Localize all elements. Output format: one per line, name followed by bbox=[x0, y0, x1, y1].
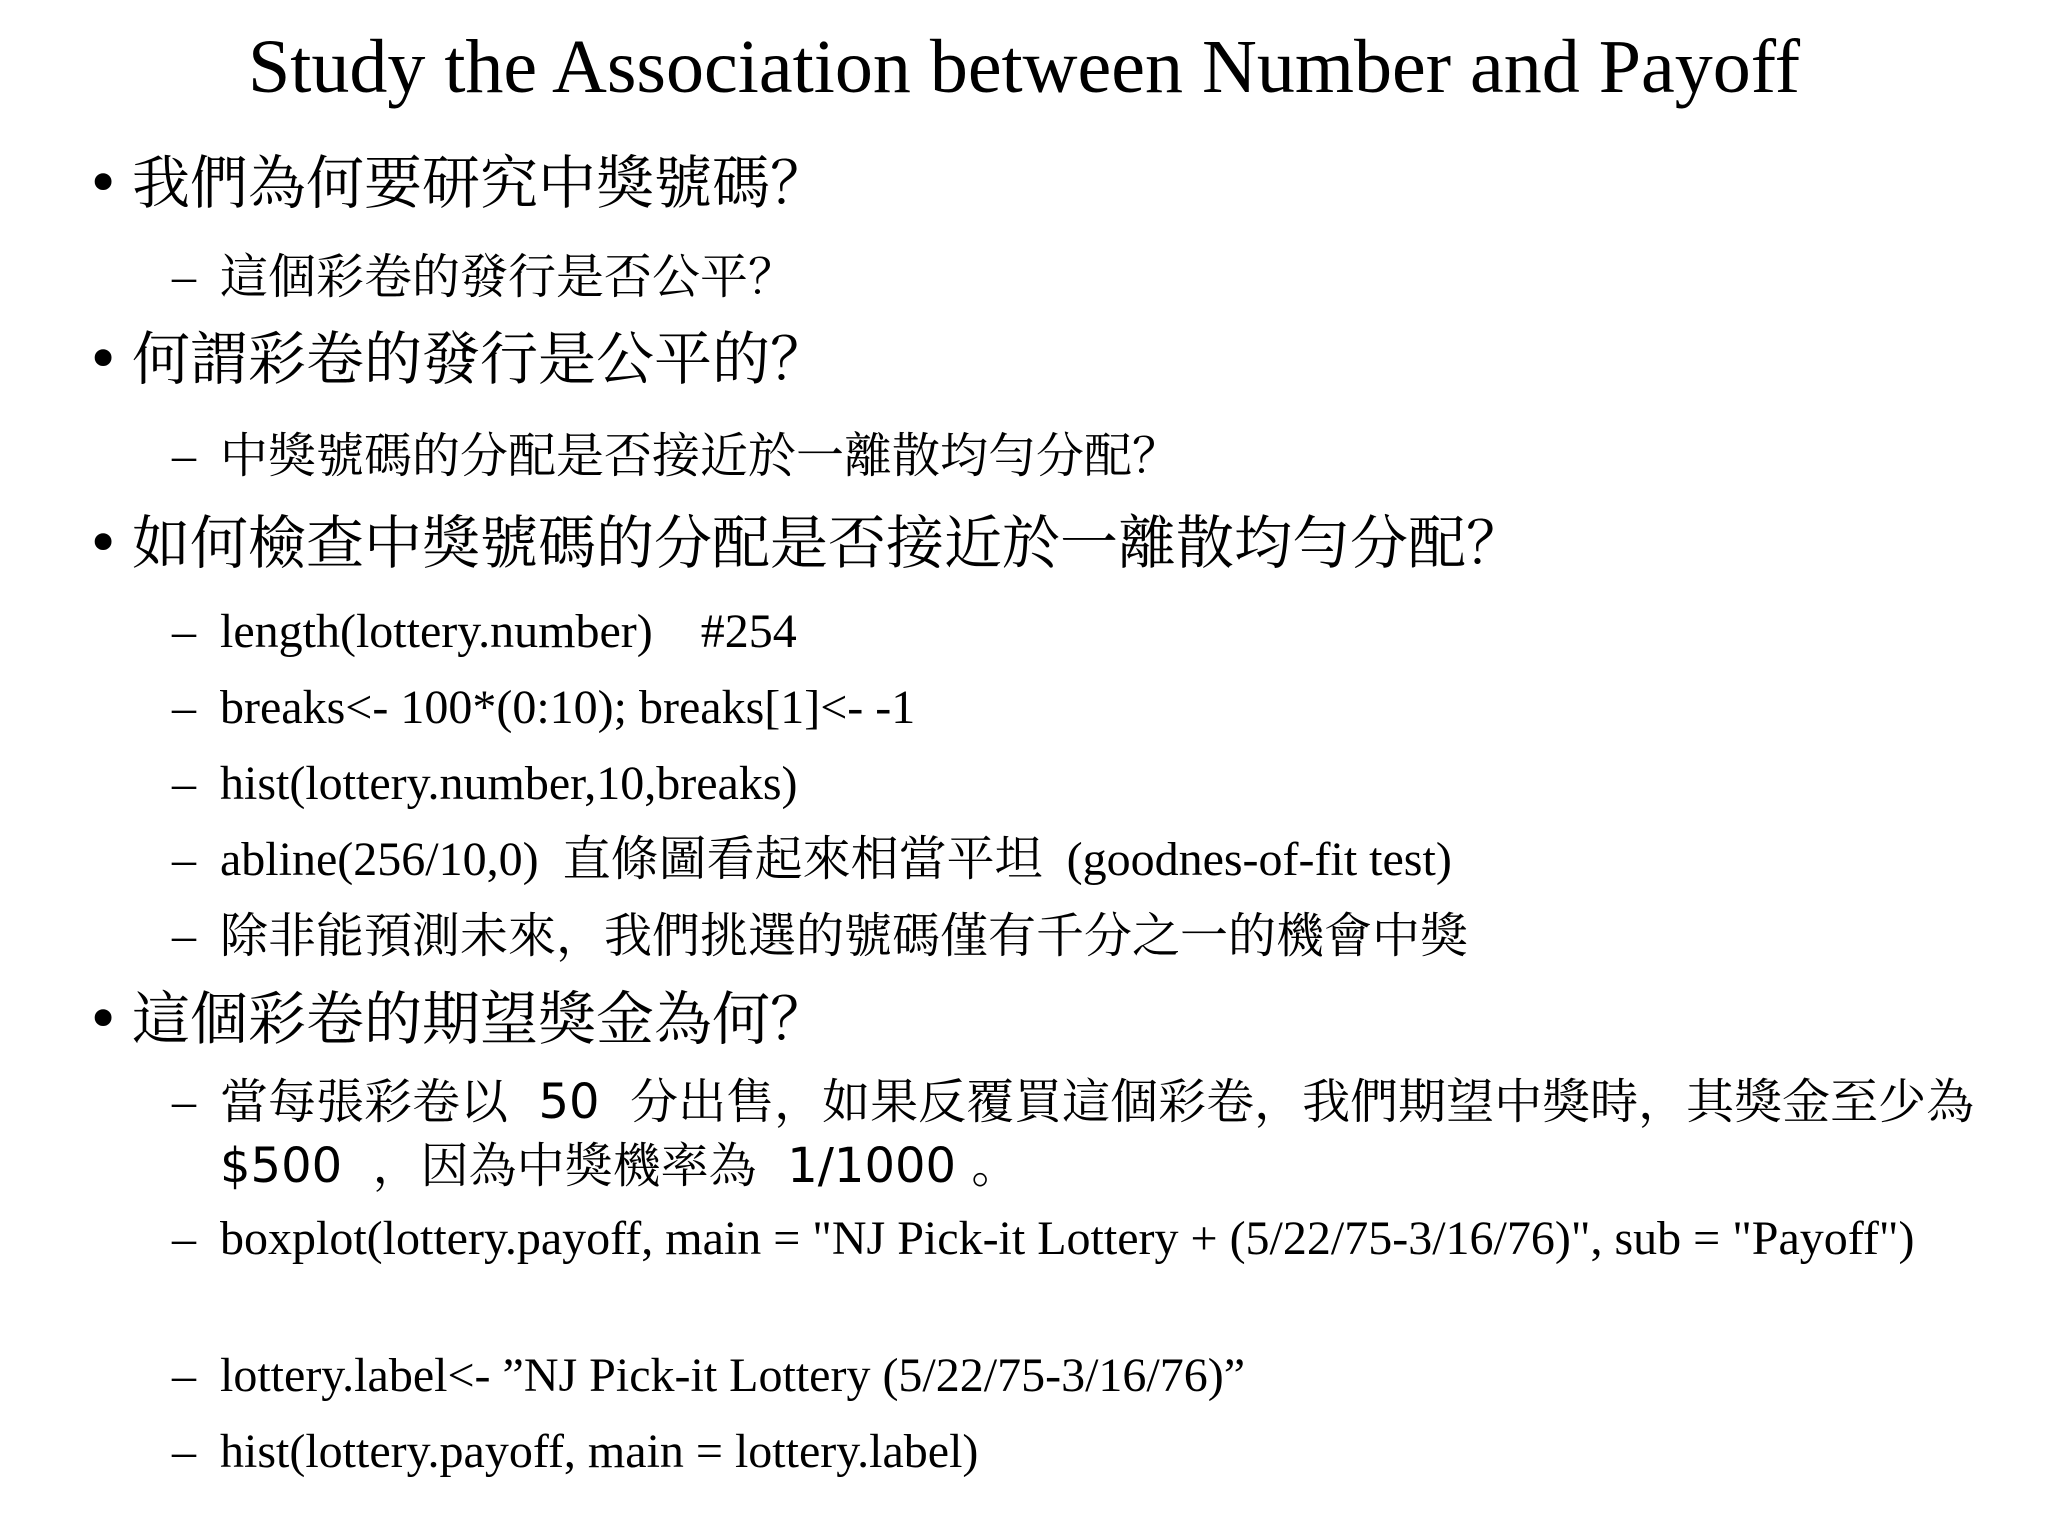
dash: – bbox=[172, 1212, 196, 1265]
bullet-dot: • bbox=[86, 985, 121, 1053]
sub-item-text: abline(256/10,0) 直條圖看起來相當平坦 (goodnes-of-fit test) bbox=[220, 833, 1452, 886]
slide-title: Study the Association between Number and Payoff bbox=[247, 25, 1801, 109]
sub-item-length-code bbox=[172, 600, 2020, 664]
sub-item-hist-number-code bbox=[172, 752, 2020, 816]
sub-item-abline-code bbox=[172, 828, 2020, 892]
dash: – bbox=[172, 1425, 196, 1478]
sub-item-text: 除非能預測未來，我們挑選的號碼僅有千分之一的機會中獎 bbox=[220, 908, 1469, 964]
dash: – bbox=[172, 757, 196, 810]
bullet-how-to-check bbox=[86, 508, 1524, 578]
sub-item-boxplot-code bbox=[172, 1208, 2000, 1270]
dash: – bbox=[172, 429, 196, 482]
sub-item-text: hist(lottery.payoff, main = lottery.label) bbox=[220, 1425, 979, 1478]
sub-item-text: boxplot(lottery.payoff, main = "NJ Pick-it Lottery + (5/22/75-3/16/76)", sub = "Payoff") bbox=[220, 1212, 1915, 1265]
sub-item-text: 當每張彩卷以 50 分出售，如果反覆買這個彩卷，我們期望中獎時，其獎金至少為 $500 ，因為中獎機率為 1/1000 。 bbox=[220, 1074, 2005, 1194]
sub-item-text: lottery.label<- ”NJ Pick-it Lottery (5/22/75-3/16/76)” bbox=[220, 1349, 1246, 1402]
dash: – bbox=[172, 909, 196, 962]
dash: – bbox=[172, 1075, 196, 1128]
dash: – bbox=[172, 833, 196, 886]
sub-item-hist-payoff-code bbox=[172, 1420, 2020, 1484]
dash: – bbox=[172, 605, 196, 658]
dash: – bbox=[172, 681, 196, 734]
bullet-why-study-winning-numbers bbox=[86, 148, 828, 218]
sub-item-expected-payoff-explanation bbox=[172, 1070, 2020, 1198]
bullet-expected-payoff bbox=[86, 984, 828, 1054]
dash: – bbox=[172, 250, 196, 303]
bullet-what-is-fair bbox=[86, 324, 828, 394]
bullet-text: 我們為何要研究中獎號碼？ bbox=[132, 149, 829, 217]
bullet-text: 何謂彩卷的發行是公平的？ bbox=[132, 325, 829, 393]
bullet-dot: • bbox=[86, 325, 121, 393]
sub-item-uniform-distribution bbox=[172, 424, 2020, 488]
sub-item-text: length(lottery.number) #254 bbox=[220, 605, 797, 658]
dash: – bbox=[172, 1349, 196, 1402]
sub-item-breaks-code bbox=[172, 676, 2020, 740]
sub-item-fairness-question bbox=[172, 245, 2020, 309]
sub-item-text: 中獎號碼的分配是否接近於一離散均勻分配？ bbox=[220, 428, 1181, 484]
sub-item-text: hist(lottery.number,10,breaks) bbox=[220, 757, 798, 810]
bullet-dot: • bbox=[86, 149, 121, 217]
sub-item-label-code bbox=[172, 1344, 2020, 1408]
sub-item-text: 這個彩卷的發行是否公平？ bbox=[220, 249, 797, 305]
bullet-text: 如何檢查中獎號碼的分配是否接近於一離散均勻分配？ bbox=[132, 509, 1525, 577]
sub-item-one-in-thousand bbox=[172, 904, 2020, 968]
bullet-text: 這個彩卷的期望獎金為何？ bbox=[132, 985, 829, 1053]
sub-item-text: breaks<- 100*(0:10); breaks[1]<- -1 bbox=[220, 681, 916, 734]
bullet-dot: • bbox=[86, 509, 121, 577]
